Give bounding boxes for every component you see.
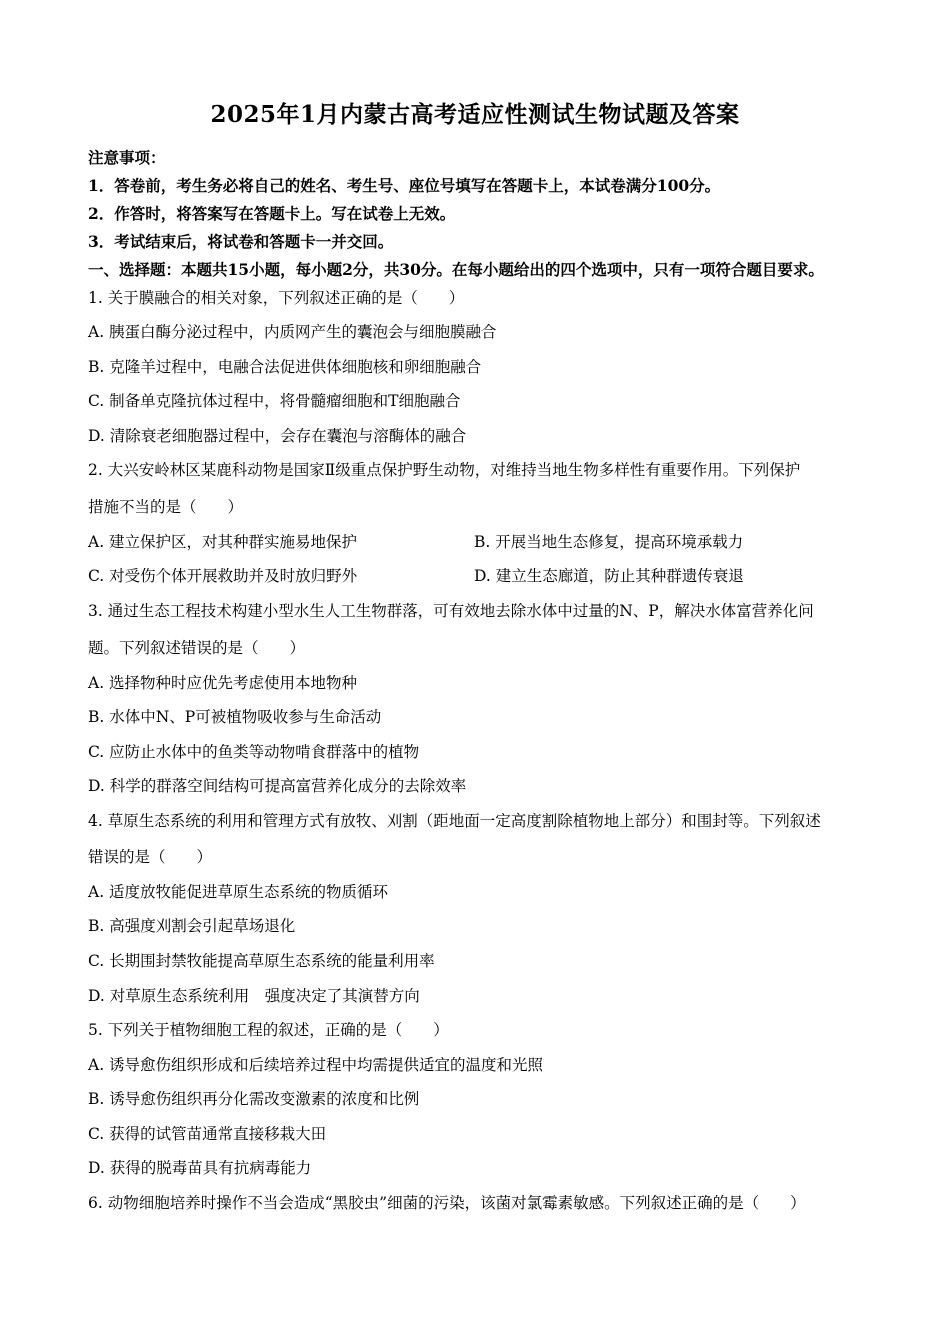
q3-option-d: D. 科学的群落空间结构可提高富营养化成分的去除效率 xyxy=(88,777,467,795)
q4-option-b: B. 高强度刈割会引起草场退化 xyxy=(88,917,296,935)
q1-option-b: B. 克隆羊过程中，电融合法促进供体细胞核和卵细胞融合 xyxy=(88,358,482,376)
q4-stem-line1: 4. 草原生态系统的利用和管理方式有放牧、刈割（距地面一定高度割除植物地上部分）和围封等。下列叙述 xyxy=(88,812,821,830)
q2-option-d: D. 建立生态廊道，防止其种群遗传衰退 xyxy=(474,567,744,585)
q3-option-a: A. 选择物种时应优先考虑使用本地物种 xyxy=(88,674,358,692)
q2-stem-line2: 措施不当的是（ ） xyxy=(88,498,244,516)
q1-stem: 1. 关于膜融合的相关对象，下列叙述正确的是（ ） xyxy=(88,289,465,307)
q5-stem: 5. 下列关于植物细胞工程的叙述，正确的是（ ） xyxy=(88,1021,449,1039)
q3-option-c: C. 应防止水体中的鱼类等动物啃食群落中的植物 xyxy=(88,743,420,761)
q1-option-d: D. 清除衰老细胞器过程中，会存在囊泡与溶酶体的融合 xyxy=(88,427,467,445)
q5-option-b: B. 诱导愈伤组织再分化需改变激素的浓度和比例 xyxy=(88,1090,420,1108)
notice-item-2: 2．作答时，将答案写在答题卡上。写在试卷上无效。 xyxy=(88,204,456,223)
q6-stem: 6. 动物细胞培养时操作不当会造成“黑胶虫”细菌的污染，该菌对氯霉素敏感。下列叙述正确的是（ ） xyxy=(88,1194,806,1212)
q1-option-a: A. 胰蛋白酶分泌过程中，内质网产生的囊泡会与细胞膜融合 xyxy=(88,323,497,341)
notice-item-3: 3．考试结束后，将试卷和答题卡一并交回。 xyxy=(88,232,394,251)
q5-option-d: D. 获得的脱毒苗具有抗病毒能力 xyxy=(88,1159,312,1177)
q5-option-c: C. 获得的试管苗通常直接移栽大田 xyxy=(88,1125,327,1143)
q4-option-a: A. 适度放牧能促进草原生态系统的物质循环 xyxy=(88,883,389,901)
page-title: 2025年1月内蒙古高考适应性测试生物试题及答案 xyxy=(210,101,740,128)
q2-option-a: A. 建立保护区，对其种群实施易地保护 xyxy=(88,533,358,551)
q3-stem-line1: 3. 通过生态工程技术构建小型水生人工生物群落，可有效地去除水体中过量的N、P，解决水体富营养化问 xyxy=(88,602,814,620)
notice-heading: 注意事项： xyxy=(88,148,166,167)
q5-option-a: A. 诱导愈伤组织形成和后续培养过程中均需提供适宜的温度和光照 xyxy=(88,1056,544,1074)
notice-item-1: 1．答卷前，考生务必将自己的姓名、考生号、座位号填写在答题卡上，本试卷满分100分。 xyxy=(88,176,721,195)
section-heading: 一、选择题：本题共15小题，每小题2分，共30分。在每小题给出的四个选项中，只有一项符合题目要求。 xyxy=(88,260,824,279)
q3-stem-line2: 题。下列叙述错误的是（ ） xyxy=(88,639,306,657)
q4-option-c: C. 长期围封禁牧能提高草原生态系统的能量利用率 xyxy=(88,952,435,970)
q4-option-d: D. 对草原生态系统利用 强度决定了其演替方向 xyxy=(88,987,420,1005)
q1-option-c: C. 制备单克隆抗体过程中，将骨髓瘤细胞和T细胞融合 xyxy=(88,392,461,410)
q2-option-c: C. 对受伤个体开展救助并及时放归野外 xyxy=(88,567,358,585)
q2-option-b: B. 开展当地生态修复，提高环境承载力 xyxy=(474,533,744,551)
q2-stem-line1: 2. 大兴安岭林区某鹿科动物是国家Ⅱ级重点保护野生动物，对维持当地生物多样性有重要作用。下列保护 xyxy=(88,461,801,479)
q4-stem-line2: 错误的是（ ） xyxy=(88,848,213,866)
q3-option-b: B. 水体中N、P可被植物吸收参与生命活动 xyxy=(88,708,382,726)
